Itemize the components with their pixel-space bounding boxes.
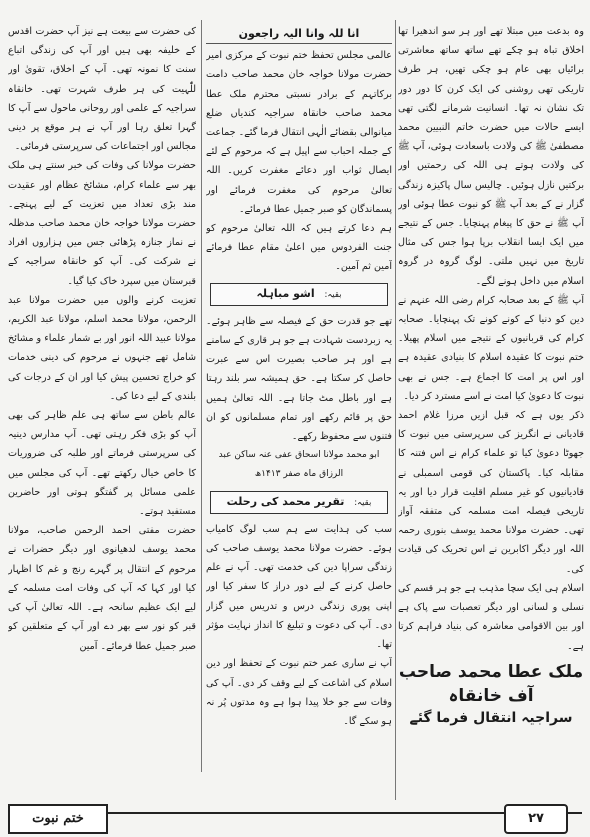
news-subheadline: سراجیہ انتقال فرما گئے — [409, 709, 573, 726]
paragraph: ذکر یوں ہے کہ قبل ازیں مرزا غلام احمد قادیانی نے انگریز کی سرپرستی میں نبوت کا جھوٹا دعویٰ کیا تو علماء کرام نے اس فتنہ کا مقابلہ کیا۔ پاکستان کی قومی اسمبلی نے قادیانیوں کو غیر مسلم اقلیت قرار دیا اور یہ تاریخی فیصلہ امت مسلمہ کی متفقہ آواز تھی۔ حضرت مولانا محمد یوسف بنوری رحمہ اللہ اور دیگر اکابرین نے اس تحریک کی قیادت کی۔ — [398, 410, 584, 575]
column-divider — [201, 20, 202, 772]
page-footer — [0, 800, 590, 837]
paragraph: وہ بدعت میں مبتلا تھے اور ہر سو اندھیرا تھا اخلاق تباہ ہو چکے تھے ساتھ ساتھ معاشرتی برائیاں بھی عام ہو چکی تھیں، ہر طرف تاریکی تھی روشنی کی ایک کرن کا دور دور تک نشان نہ تھا۔ انسانیت شرمانے لگتی تھی ایسے حالات میں حضرت خاتم النبیین محمد مصطفیٰ ﷺ کی ولادت باسعادت ہوئی، آپ ﷺ کی ولادت ہوتے ہی اللہ کی رحمتیں اور برکتیں نازل ہوئیں۔ چالیس سال پاکیزہ زندگی گزار نے کے بعد آپ ﷺ کو نبوت عطا ہوئی اور آپ ﷺ نے حق کا پیغام پہنچایا۔ جس کے نتیجے میں ایک ایسا انقلاب برپا ہوا جس کی مثال تاریخ میں نہیں ملتی۔ لوگ گروہ در گروہ اسلام میں داخل ہونے لگے۔ — [398, 26, 584, 287]
continued-tag: بقیہ: — [324, 289, 342, 300]
news-headline: ملک عطا محمد صاحب آف خانقاہ — [398, 661, 584, 706]
paragraph: حضرت مفتی احمد الرحمن صاحب، مولانا محمد یوسف لدھیانوی اور دیگر حضرات نے مرحوم کے انتقال پر گہرے رنج و غم کا اظہار کیا اور کہا کہ آپ کی وفات امت مسلمہ کے لیے ایک عظیم سانحہ ہے۔ اللہ تعالیٰ آپ کی قبر کو نور سے بھر دے اور آپ کے متعلقین کو صبر جمیل عطا فرمائے۔ آمین — [8, 525, 196, 652]
continued-title: اشو مباہلہ — [256, 286, 315, 300]
magazine-logo: ختم نبوت — [8, 804, 108, 834]
paragraph: کی حضرت سے بیعت ہے نیز آپ حضرت اقدس کے خلیفہ بھی ہیں اور آپ کی زندگی اتباع سنت کا نمونہ تھی۔ آپ کے اخلاق، تقویٰ اور للّٰہیت کی ہر طرف شہرت تھی۔ خانقاہ سراجیہ کے علمی اور روحانی ماحول سے آپ کا گہرا تعلق رہا اور آپ نے ہر موقع پر دینی مجالس اور اجتماعات کی سرپرستی فرمائی۔ — [8, 26, 196, 153]
column-middle — [206, 22, 392, 774]
paragraph: عالمی مجلس تحفظ ختم نبوت کے مرکزی امیر حضرت مولانا خواجہ خان محمد صاحب دامت برکاتہم کے برادر نسبتی محترم ملک عطا محمد صاحب خانقاہ سراجیہ کندیاں ضلع میانوالی بقضائے الٰہی انتقال فرما گئے۔ جماعت کے جملہ احباب سے اپیل ہے کہ مرحوم کے لئے ایصال ثواب اور دعائے مغفرت کریں۔ اللہ تعالیٰ مرحوم کی مغفرت فرمائے اور پسماندگان کو صبر جمیل عطا فرمائے۔ — [206, 50, 392, 215]
column-divider — [395, 20, 396, 800]
section-heading: انا للہ وانا الیہ راجعون — [206, 24, 392, 44]
continued-title: تقریر محمد کی رحلت — [226, 494, 345, 508]
column-left — [8, 22, 196, 774]
paragraph: حضرت مولانا کی وفات کی خبر سنتے ہی ملک بھر سے علماء کرام، مشائخ عظام اور عقیدت مند بڑی تعداد میں تعزیت کے لیے پہنچے۔ حضرت مولانا خواجہ خان محمد صاحب مدظلہ نے نماز جنازہ پڑھائی جس میں ہزاروں افراد نے شرکت کی۔ آپ کو خانقاہ سراجیہ کے قبرستان میں سپرد خاک کیا گیا۔ — [8, 160, 196, 287]
paragraph: آپ نے ساری عمر ختم نبوت کے تحفظ اور دین اسلام کی اشاعت کے لیے وقف کر دی۔ آپ کی وفات سے جو خلا پیدا ہوا ہے وہ مدتوں پُر نہ ہو سکے گا۔ — [206, 658, 392, 727]
signature: ابو محمد مولانا اسحاق عفی عنہ ساکن عبد الرزاق ماہ صفر ۱۴۱۳ھ — [218, 450, 380, 480]
continued-article-box — [210, 491, 388, 514]
paragraph: سب کی ہدایت سے ہم سب لوگ کامیاب ہوئے۔ حضرت مولانا محمد یوسف صاحب کی زندگی سراپا دین کی خدمت تھی۔ آپ نے علم حاصل کرنے کے لیے دور دراز کا سفر کیا اور اپنی پوری زندگی درس و تدریس میں گزار دی۔ آپ کی دعوت و تبلیغ کا انداز نہایت مؤثر تھا۔ — [206, 523, 392, 651]
paragraph: تھے جو قدرت حق کے فیصلہ سے ظاہر ہوئے۔ یہ زبردست شہادت ہے جو ہر قاری کے سامنے ہے اور ہر صاحب بصیرت اس سے عبرت حاصل کر سکتا ہے۔ حق ہمیشہ سر بلند رہتا ہے اور باطل مٹ جاتا ہے۔ اللہ تعالیٰ ہمیں حق پر قائم رکھے اور تمام مسلمانوں کو ان فتنوں سے محفوظ رکھے۔ — [206, 315, 392, 443]
continued-article-box — [210, 283, 388, 306]
paragraph: ہم دعا کرتے ہیں کہ اللہ تعالیٰ مرحوم کو جنت الفردوس میں اعلیٰ مقام عطا فرمائے آمین ثم آمین۔ — [206, 223, 392, 273]
paragraph: تعزیت کرنے والوں میں حضرت مولانا عبد الرحمن، مولانا محمد اسلم، مولانا عبد الکریم، مولانا عبید اللہ انور اور بے شمار علماء و مشائخ شامل تھے جنہوں نے مرحوم کی دینی خدمات کو خراج تحسین پیش کیا اور ان کے درجات کی بلندی کے لیے دعا کی۔ — [8, 294, 196, 402]
column-right — [398, 22, 584, 804]
paragraph: عالم باطن سے ساتھ ہی علم ظاہر کی بھی آپ کو بڑی فکر رہتی تھی۔ آپ مدارس دینیہ کی سرپرستی فرماتے اور طلبہ کی ضروریات کا خاص خیال رکھتے تھے۔ آپ کی مجلس میں علمی مسائل پر گفتگو ہوتی اور حاضرین مستفید ہوتے۔ — [8, 410, 196, 518]
paragraph: آپ ﷺ کے بعد صحابہ کرام رضی اللہ عنہم نے دین کو دنیا کے کونے کونے تک پہنچایا۔ صحابہ کرام کی قربانیوں کے نتیجے میں اسلام پھیلا۔ ختم نبوت کا عقیدہ اسلام کا بنیادی عقیدہ ہے اور اس پر امت کا اجماع ہے۔ جس نے بھی نبوت کا دعویٰ کیا امت نے اسے مسترد کر دیا۔ — [398, 294, 584, 402]
page-number: ۲۷ — [504, 804, 568, 834]
paragraph: اسلام ہی ایک سچا مذہب ہے جو ہر قسم کی نسلی و لسانی اور دیگر تعصبات سے پاک ہے اور بین الاقوامی معاشرہ کی بنیاد فراہم کرتا ہے۔ — [398, 582, 584, 652]
continued-tag: بقیہ: — [354, 497, 372, 508]
